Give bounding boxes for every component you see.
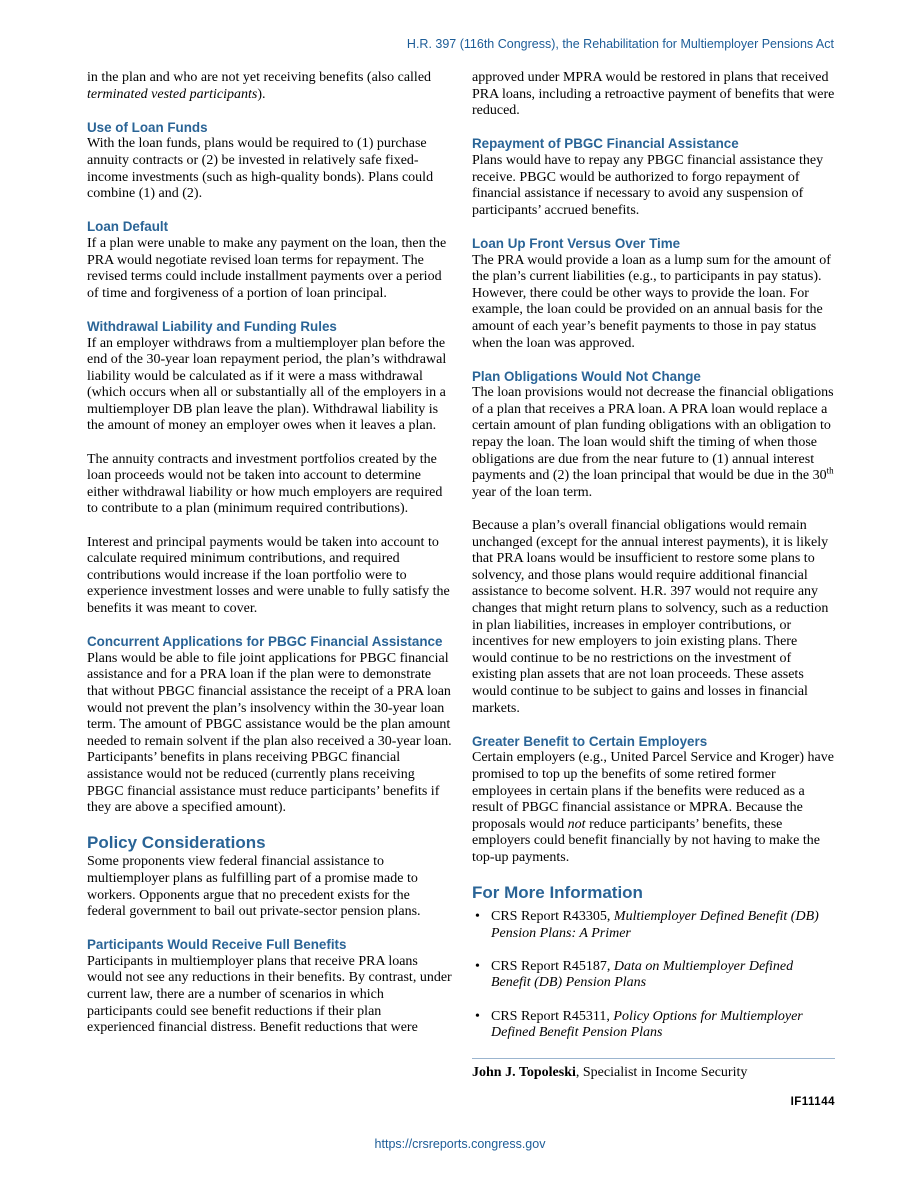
heading-for-more-information: For More Information bbox=[472, 883, 643, 903]
paragraph-withdrawal-1: If an employer withdraws from a multiemployer plan before the end of the 30-year loan repayment period, the plan’s withdrawal liability would be calculated as if it were a mass withdrawal (which occurs when all or substantially all of the employers in a multiemployer DB plan leave the plan). Withdrawal liability is the amount of money an employer owes when it leaves a plan. bbox=[87, 335, 447, 434]
bullet-icon: • bbox=[475, 958, 480, 974]
paragraph-withdrawal-3: Interest and principal payments would be taken into account to calculate required minimum contributions, and required contributions would increase if the loan portfolio were to experience investment losses and were unable to fully satisfy the benefits it was meant to cover. bbox=[87, 534, 450, 616]
paragraph-continuation: approved under MPRA would be restored in plans that received PRA loans, including a retroactive payment of benefits that were reduced. bbox=[472, 70, 835, 119]
heading-loan-up-front: Loan Up Front Versus Over Time bbox=[472, 235, 681, 251]
paragraph-plan-obligations-1: The loan provisions would not decrease the financial obligations of a plan that receives a PRA loan. A PRA loan would replace a certain amount of plan funding obligations with an obligation to repay the loan. The loan would shift the timing of when those obligations are due from the near future to (1) annual interest payments and (2) the loan principal that would be due in the 30th year of the loan term. bbox=[472, 385, 834, 500]
intro-paragraph: in the plan and who are not yet receiving benefits (also called terminated vested participants). bbox=[87, 70, 432, 102]
left-column bbox=[87, 70, 452, 1053]
crs-report-item[interactable]: • CRS Report R45187, Data on Multiemployer Defined Benefit (DB) Pension Plans bbox=[475, 958, 794, 991]
heading-repayment-pbgc: Repayment of PBGC Financial Assistance bbox=[472, 136, 739, 152]
paragraph-repayment-pbgc: Plans would have to repay any PBGC financial assistance they receive. PBGC would be authorized to forgo repayment of financial assistance if necessary to avoid any suspension of participants’ accrued benefits. bbox=[472, 152, 824, 218]
crs-report-item[interactable]: • CRS Report R43305, Multiemployer Defined Benefit (DB) Pension Plans: A Primer bbox=[475, 909, 819, 941]
bullet-icon: • bbox=[475, 909, 480, 925]
crs-report-title: Multiemployer Defined Benefit (DB) Pension Plans: A Primer bbox=[491, 909, 819, 941]
paragraph-participants-full-benefits: Participants in multiemployer plans that receive PRA loans would not see any reductions in their benefits. By contrast, under current law, there are a number of scenarios in which participants could see benefit reductions if their plan experienced financial distress. Benefit reductions that were bbox=[87, 953, 452, 1036]
bullet-icon: • bbox=[475, 1008, 480, 1024]
author-title: , Specialist in Income Security bbox=[575, 1065, 748, 1081]
term-terminated-vested: terminated vested participants bbox=[87, 86, 258, 102]
crs-report-list bbox=[472, 909, 835, 1042]
heading-concurrent-applications: Concurrent Applications for PBGC Financial Assistance bbox=[87, 634, 443, 650]
crs-report-title: Policy Options for Multiemployer Defined Benefit Pension Plans bbox=[491, 1008, 803, 1041]
author-name: John J. Topoleski bbox=[472, 1065, 576, 1081]
paragraph-loan-up-front: The PRA would provide a loan as a lump sum for the amount of the plan’s current liabilities (e.g., to participants in pay status). However, there could be other ways to provide the loan. For example, the loan could be provided on an annual basis for the amount of each year’s benefit payments to those in pay status when the loan was approved. bbox=[472, 252, 831, 351]
heading-plan-obligations: Plan Obligations Would Not Change bbox=[472, 368, 701, 384]
document-id: IF11144 bbox=[790, 1096, 835, 1109]
paragraph-use-of-loan-funds: With the loan funds, plans would be required to (1) purchase annuity contracts or (2) be invested in relatively safe fixed-income investments (such as high-quality bonds). Plans could combine (1) and (2). bbox=[87, 136, 434, 202]
paragraph-loan-default: If a plan were unable to make any payment on the loan, then the PRA would negotiate revised loan terms for repayment. The revised terms could include installment payments over a period of time and forgiveness of a portion of loan principal. bbox=[87, 235, 447, 301]
crs-report-title: Data on Multiemployer Defined Benefit (DB) Pension Plans bbox=[491, 958, 794, 991]
paragraph-plan-obligations-2: Because a plan’s overall financial obligations would remain unchanged (except for the annual interest payments), it is likely that PRA loans would be insufficient to restore some plans to solvency, and those plans would require additional financial assistance to become solvent. H.R. 397 would not require any changes that might return plans to solvency, such as a reduction in plan liabilities, increases in employer contributions, or incentives for new employers to join existing plans. There would continue to be no restrictions on the investment of existing plan assets that are not loan proceeds. These assets would continue to be subject to gains and losses in financial markets. bbox=[472, 518, 829, 716]
heading-policy-considerations: Policy Considerations bbox=[87, 833, 266, 853]
heading-withdrawal-liability: Withdrawal Liability and Funding Rules bbox=[87, 318, 337, 334]
heading-participants-full-benefits: Participants Would Receive Full Benefits bbox=[87, 937, 347, 953]
heading-greater-benefit: Greater Benefit to Certain Employers bbox=[472, 733, 708, 749]
author-line bbox=[472, 1058, 835, 1082]
paragraph-concurrent-applications: Plans would be able to file joint applications for PBGC financial assistance and for a PRA loan if the plan were to demonstrate that without PBGC financial assistance the receipt of a PRA loan would not prevent the plan’s insolvency within the 30-year loan term. The amount of PBGC assistance would be the plan amount needed to remain solvent if the plan also received a 30-year loan. Participants’ benefits in plans receiving PBGC financial assistance would not be reduced (currently plans receiving PBGC financial assistance must reduce participants’ benefits if they are above a specified amount). bbox=[87, 650, 452, 816]
running-header-title: H.R. 397 (116th Congress), the Rehabilitation for Multiemployer Pensions Act bbox=[406, 37, 834, 51]
paragraph-greater-benefit: Certain employers (e.g., United Parcel Service and Kroger) have promised to top up the benefits of some retired former employees in certain plans if the benefits were reduced as a result of PBGC financial assistance or MPRA. Because the proposals would not reduce participants’ benefits, these employers could benefit financially by not having to make the top-up payments. bbox=[472, 750, 834, 865]
heading-loan-default: Loan Default bbox=[87, 219, 169, 235]
paragraph-withdrawal-2: The annuity contracts and investment portfolios created by the loan proceeds would not be taken into account to determine either withdrawal liability or how much employers are required to contribute to a plan (minimum required contributions). bbox=[87, 451, 443, 517]
paragraph-policy-considerations: Some proponents view federal financial assistance to multiemployer plans as fulfilling part of a promise made to workers. Opponents argue that no precedent exists for the federal government to bail out private-sector pension plans. bbox=[87, 854, 421, 920]
right-column bbox=[472, 70, 835, 1111]
crs-report-item[interactable]: • CRS Report R45311, Policy Options for Multiemployer Defined Benefit Pension Plans bbox=[475, 1008, 803, 1041]
footer-url-link[interactable]: https://crsreports.congress.gov bbox=[374, 1137, 546, 1151]
heading-use-of-loan-funds: Use of Loan Funds bbox=[87, 119, 208, 135]
